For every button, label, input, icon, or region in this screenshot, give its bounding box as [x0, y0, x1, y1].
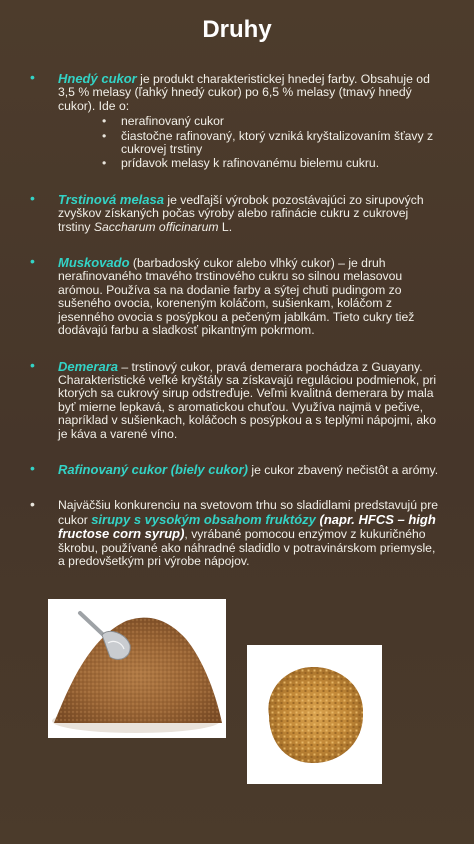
list-item-hnedy-cukor: [30, 69, 444, 171]
keyword-demerara: Demerara: [58, 358, 118, 374]
hfcs-abbreviation: (napr. HFCS – high fructose corn syrup): [58, 511, 436, 542]
slide-content: [30, 69, 444, 590]
keyword-hnedy-cukor: Hnedý cukor: [58, 71, 137, 86]
list-item-trstinova-melasa: [30, 189, 444, 234]
keyword-muskovado: Muskovado: [58, 255, 130, 271]
demerara-sugar-photo: [247, 645, 382, 784]
sublist: [58, 115, 444, 171]
brown-sugar-pile-icon: [48, 599, 226, 738]
sublist-item: • nerafinovaný cukor: [102, 115, 444, 128]
bullet-icon: •: [30, 459, 35, 476]
bullet-icon: •: [30, 189, 35, 206]
slide-title: Druhy: [202, 16, 272, 43]
bullet-icon: •: [30, 69, 35, 85]
bullet-icon: •: [30, 356, 35, 373]
keyword-trstinova-melasa: Trstinová melasa: [58, 191, 164, 207]
sublist-item: • čiastočne rafinovaný, ktorý vzniká kryštalizovaním šťavy z cukrovej trstiny: [102, 130, 444, 157]
text-rafinovany-cukor: je cukor zbavený nečistôt a arómy.: [248, 462, 439, 477]
text-trstinova-melasa: je vedľajší výrobok pozostávajúci zo sirupových zvyškov získaných počas výroby alebo rafinácie cukru z cukrovej trstiny: [58, 192, 424, 234]
text-hnedy-cukor: je produkt charakteristickej hnedej farby. Obsahuje od 3,5 % melasy (ľahký hnedý cukor) po 6,5 % melasy (tmavý hnedý cukor). Ide o:: [58, 72, 430, 113]
text-muskovado: (barbadoský cukor alebo vlhký cukor) – je druh nerafinovaného tmavého trstinového cukru so silnou melasovou arómou. Používa sa na dodanie farby a sýtej chuti pudingom zo sušeného ovocia, koreneným koláčom, sušienkam, koláčom z jesenného ovocia s posýpkou a pečeným jablkám. Tieto cukry tiež dodávajú farbu a sladkosť pikantným pokrmom.: [58, 256, 415, 338]
keyword-hfcs: sirupy s vysokým obsahom fruktózy: [91, 511, 316, 527]
bullet-icon: •: [30, 496, 35, 513]
list-item-rafinovany-cukor: [30, 459, 444, 477]
list-item-demerara: [30, 356, 444, 441]
bullet-icon: •: [30, 253, 35, 270]
latin-name: Saccharum officinarum: [93, 219, 219, 234]
text-demerara: – trstinový cukor, pravá demerara pochádza z Guayany. Charakteristické veľké kryštály sa získavajú reguláciou podmienok, pri ktorých sa cukrový sirup odstreďuje. Veľmi kvalitná demerara by mala byť mierne lepkavá, s aromatickou chuťou. Využíva najmä v pečive, napríklad v sušienkach, koláčoch s posýpkou a s teplými nápojmi, ako je káva a varené víno.: [58, 359, 437, 441]
demerara-sugar-pile-icon: [247, 645, 382, 784]
text-hfcs-intro: Najväčšiu konkurenciu na svetovom trhu so sladidlami predstavujú pre cukor: [58, 498, 439, 527]
list-item-hfcs: [30, 496, 444, 568]
text-hfcs-tail: , vyrábané pomocou enzýmov z kukuričného škrobu, používané ako náhradné sladidlo v potravinárskom priemysle, a predovšetkým pri výrobe nápojov.: [58, 527, 436, 568]
list-item-muskovado: [30, 253, 444, 338]
keyword-rafinovany-cukor: Rafinovaný cukor (biely cukor): [58, 461, 248, 477]
brown-sugar-photo: [48, 599, 226, 738]
text-tail: L.: [218, 219, 233, 234]
sublist-item: • prídavok melasy k rafinovanému bielemu cukru.: [102, 157, 444, 170]
